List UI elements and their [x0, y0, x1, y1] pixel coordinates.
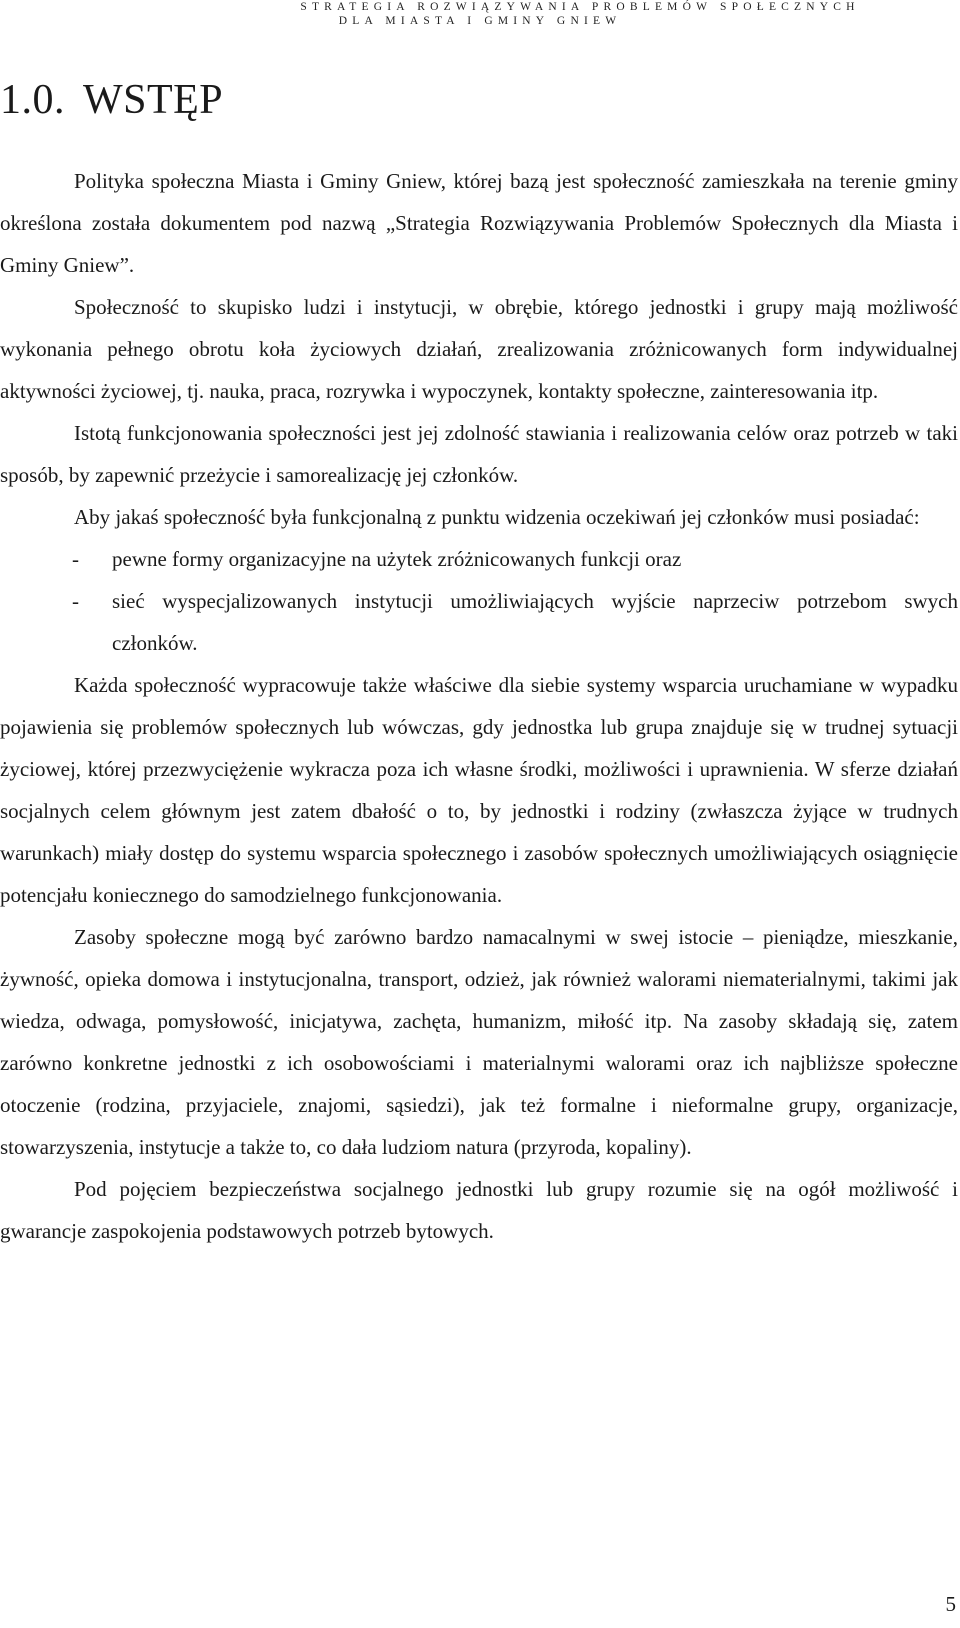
- list-item: [0, 580, 958, 664]
- paragraph: Społeczność to skupisko ludzi i instytucji, w obrębie, którego jednostki i grupy mają możliwość wykonania pełnego obrotu koła życiowych działań, zrealizowania zróżnicowanych form indywidualnej aktywności życiowej, tj. nauka, praca, rozrywka i wypoczynek, kontakty społeczne, zainteresowania itp.: [0, 295, 958, 403]
- section-number: 1.0.: [0, 77, 65, 123]
- requirements-list: [0, 538, 958, 664]
- list-marker: -: [72, 589, 79, 613]
- paragraph: Pod pojęciem bezpieczeństwa socjalnego jednostki lub grupy rozumie się na ogół możliwość i gwarancje zaspokojenia podstawowych potrzeb bytowych.: [0, 1177, 958, 1243]
- list-item-text: sieć wyspecjalizowanych instytucji umożliwiających wyjście naprzeciw potrzebom swych członków.: [112, 589, 958, 655]
- running-header: [0, 0, 960, 28]
- list-item-text: pewne formy organizacyjne na użytek zróżnicowanych funkcji oraz: [112, 547, 682, 571]
- running-header-line-1: STRATEGIA ROZWIĄZYWANIA PROBLEMÓW SPOŁECZNYCH: [300, 1, 860, 13]
- page-number: 5: [945, 1592, 956, 1616]
- running-header-line-2: DLA MIASTA I GMINY GNIEW: [338, 15, 622, 27]
- body-text: [0, 160, 958, 1252]
- paragraph: Aby jakaś społeczność była funkcjonalną z punktu widzenia oczekiwań jej członków musi posiadać:: [74, 505, 920, 529]
- paragraph: Istotą funkcjonowania społeczności jest jej zdolność stawiania i realizowania celów oraz potrzeb w taki sposób, by zapewnić przeżycie i samorealizację jej członków.: [0, 421, 958, 487]
- list-marker: -: [72, 547, 79, 571]
- paragraph: Każda społeczność wypracowuje także właściwe dla siebie systemy wsparcia uruchamiane w wypadku pojawienia się problemów społecznych lub wówczas, gdy jednostka lub grupa znajduje się w trudnej sytuacji życiowej, której przezwyciężenie wykracza poza ich własne środki, możliwości i uprawnienia. W sferze działań socjalnych celem głównym jest zatem dbałość o to, by jednostki i rodziny (zwłaszcza żyjące w trudnych warunkach) miały dostęp do systemu wsparcia społecznego i zasobów społecznych umożliwiających osiągnięcie potencjału koniecznego do samodzielnego funkcjonowania.: [0, 673, 958, 907]
- section-title: WSTĘP: [83, 77, 224, 123]
- section-heading: [0, 72, 223, 128]
- paragraph: Polityka społeczna Miasta i Gminy Gniew, której bazą jest społeczność zamieszkała na terenie gminy określona została dokumentem pod nazwą „Strategia Rozwiązywania Problemów Społecznych dla Miasta i Gminy Gniew”.: [0, 169, 958, 277]
- paragraph: Zasoby społeczne mogą być zarówno bardzo namacalnymi w swej istocie – pieniądze, mieszkanie, żywność, opieka domowa i instytucjonalna, transport, odzież, jak również walorami niematerialnymi, takimi jak wiedza, odwaga, pomysłowość, inicjatywa, zachęta, humanizm, miłość itp. Na zasoby składają się, zatem zarówno konkretne jednostki z ich osobowościami i materialnymi walorami oraz ich najbliższe społeczne otoczenie (rodzina, przyjaciele, znajomi, sąsiedzi), jak też formalne i nieformalne grupy, organizacje, stowarzyszenia, instytucje a także to, co dała ludziom natura (przyroda, kopaliny).: [0, 925, 958, 1159]
- list-item: [0, 538, 958, 580]
